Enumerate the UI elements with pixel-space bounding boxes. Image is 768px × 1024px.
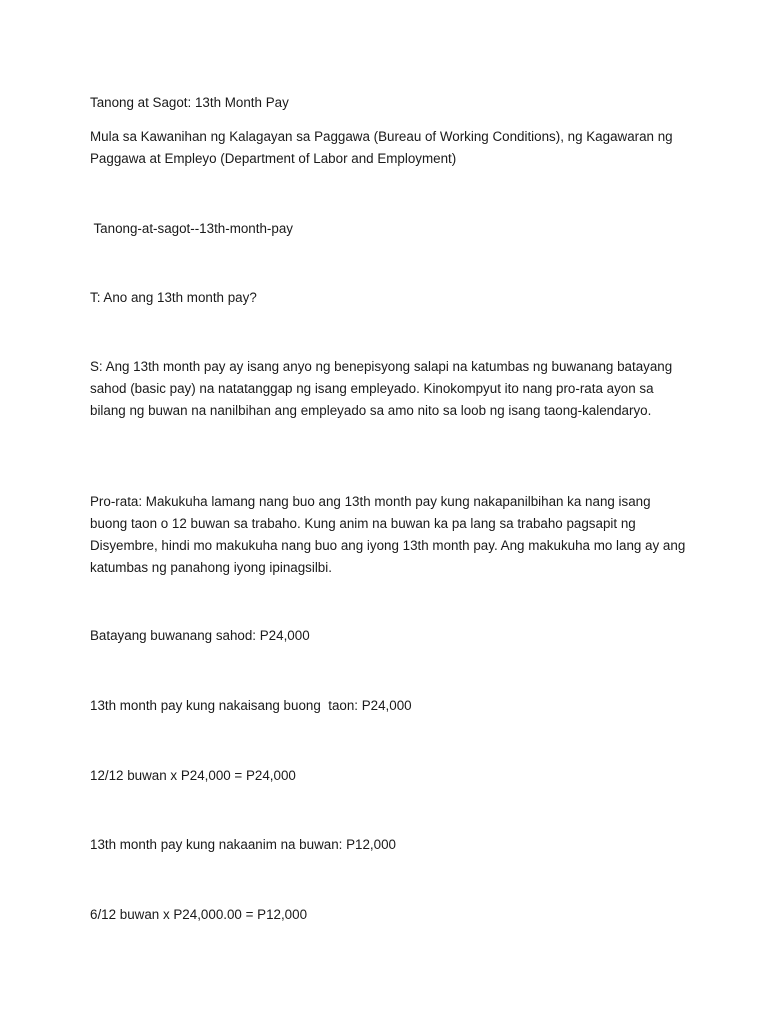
prorata-paragraph: Pro-rata: Makukuha lamang nang buo ang 13th month pay kung nakapanilbihan ka nang isang buong taon o 12 buwan sa trabaho. Kung anim na buwan ka pa lang sa trabaho pagsapit ng Disyembre, hindi mo makukuha nang buo ang iyong 13th month pay. Ang makukuha mo lang ay ang katumbas ng panahong iyong ipinagsilbi.	[90, 494, 686, 575]
full-year-calculation: 12/12 buwan x P24,000 = P24,000	[90, 768, 296, 783]
document-title: Tanong at Sagot: 13th Month Pay	[90, 95, 289, 110]
full-year-line: 13th month pay kung nakaisang buong taon: P24,000	[90, 698, 412, 713]
basic-salary-line: Batayang buwanang sahod: P24,000	[90, 628, 310, 643]
six-months-line: 13th month pay kung nakaanim na buwan: P12,000	[90, 837, 396, 852]
answer-paragraph: S: Ang 13th month pay ay isang anyo ng benepisyong salapi na katumbas ng buwanang batayang sahod (basic pay) na natatanggap ng isang empleyado. Kinokompyut ito nang pro-rata ayon sa bilang ng buwan na nanilbihan ang empleyado sa amo nito sa loob ng isang taong-kalendaryo.	[90, 359, 673, 418]
source-paragraph: Mula sa Kawanihan ng Kalagayan sa Paggawa (Bureau of Working Conditions), ng Kagawaran ng Paggawa at Empleyo (Department of Labor and Employment)	[90, 129, 673, 166]
question-line: T: Ano ang 13th month pay?	[90, 290, 257, 305]
six-months-calculation: 6/12 buwan x P24,000.00 = P12,000	[90, 907, 308, 922]
slug-line: Tanong-at-sagot--13th-month-pay	[90, 221, 293, 236]
document-page	[90, 0, 690, 1024]
